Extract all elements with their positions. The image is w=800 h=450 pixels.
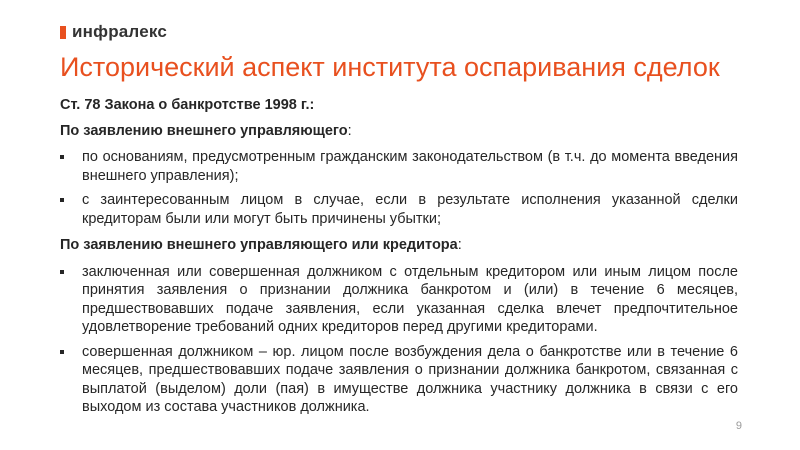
list-item-text: заключенная или совершенная должником с отдельным кредитором или иным лицом после принятия заявления о признании должника банкротом и (или) в течение 6 месяцев, предшествовавших подаче заявления, если указанная сделка влечет предпочтительное удовлетворение требований одних кредиторов перед другими кредиторами. bbox=[82, 263, 738, 335]
section-1-list bbox=[60, 148, 738, 228]
law-reference-text: Ст. 78 Закона о банкротстве 1998 г.: bbox=[60, 97, 315, 113]
list-item bbox=[60, 263, 738, 337]
section-2-suffix: : bbox=[457, 237, 462, 253]
bullet-icon bbox=[60, 155, 64, 159]
bullet-icon bbox=[60, 350, 64, 354]
law-reference-heading bbox=[60, 96, 738, 115]
list-item bbox=[60, 343, 738, 417]
section-2-label: По заявлению внешнего управляющего или кредитора bbox=[60, 237, 458, 253]
logo-text: инфралекс bbox=[72, 22, 168, 41]
list-item-text: с заинтересованным лицом в случае, если в результате исполнения указанной сделки кредиторам были или могут быть причинены убытки; bbox=[82, 192, 738, 227]
company-logo bbox=[60, 22, 167, 42]
list-item bbox=[60, 148, 738, 185]
slide-title: Исторический аспект института оспаривания сделок bbox=[60, 52, 720, 82]
section-2-heading bbox=[60, 236, 738, 255]
section-1-heading bbox=[60, 122, 738, 141]
page-number: 9 bbox=[735, 420, 742, 432]
logo-mark-icon bbox=[60, 26, 66, 39]
section-1-suffix: : bbox=[347, 122, 352, 139]
section-1-label: По заявлению внешнего управляющего bbox=[60, 122, 348, 139]
section-2-list bbox=[60, 263, 738, 417]
bullet-icon bbox=[60, 198, 64, 202]
list-item-text: совершенная должником – юр. лицом после возбуждения дела о банкротстве или в течение 6 месяцев, предшествовавших подаче заявления о признании должника банкротом, связанная с выплатой (выделом) доли (пая) в имуществе должника участнику должника в связи с его выходом из состава участников должника. bbox=[82, 343, 738, 415]
list-item-text: по основаниям, предусмотренным гражданским законодательством (в т.ч. до момента введения внешнего управления); bbox=[82, 149, 738, 184]
slide-content bbox=[60, 96, 738, 425]
bullet-icon bbox=[60, 270, 64, 274]
list-item bbox=[60, 191, 738, 228]
